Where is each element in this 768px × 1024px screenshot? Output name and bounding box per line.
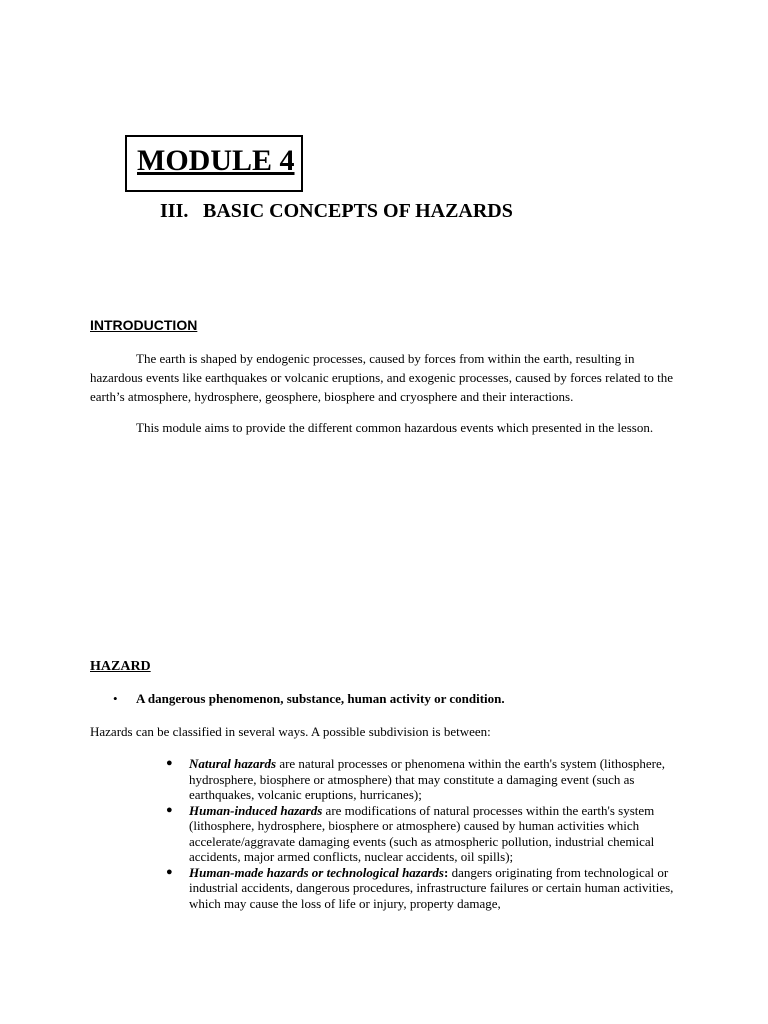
- hazard-definition-text: A dangerous phenomenon, substance, human activity or condition.: [136, 691, 505, 706]
- section-title-text: BASIC CONCEPTS OF HAZARDS: [203, 200, 513, 222]
- classification-intro: Hazards can be classified in several ways. A possible subdivision is between:: [90, 724, 491, 739]
- introduction-paragraph-1: The earth is shaped by endogenic processes, caused by forces from within the earth, resulting in hazardous events like earthquakes or volcanic eruptions, and exogenic processes, caused by forces related to the earth’s atmosphere, hydrosphere, geosphere, biosphere and cryosphere and their interactions.: [90, 351, 673, 404]
- hazard-description: dangers originating from technological or industrial accidents, dangerous procedures, infrastructure failures or certain human activities, which may cause the loss of life or injury, property damage,: [189, 864, 674, 911]
- bullet-icon: ●: [166, 865, 173, 878]
- section-number: III.: [160, 200, 189, 222]
- module-title: MODULE 4: [137, 144, 295, 177]
- hazard-term-suffix: :: [444, 864, 449, 880]
- hazard-definition: [113, 690, 505, 708]
- hazard-term: Human-made hazards or technological hazards: [189, 864, 444, 880]
- list-item-technological-hazards: [166, 865, 686, 912]
- hazard-description: are natural processes or phenomena within the earth's system (lithosphere, hydrosphere, biosphere or atmosphere) that may constitute a damaging event (such as earthquakes, volcanic eruptions, hurricanes);: [189, 756, 666, 802]
- bullet-icon: ●: [166, 757, 173, 769]
- hazard-term: Human-induced hazards: [189, 802, 323, 818]
- introduction-paragraph-2: This module aims to provide the different common hazardous events which presented in the lesson.: [136, 420, 654, 435]
- hazard-heading: HAZARD: [90, 659, 151, 674]
- introduction-heading: INTRODUCTION: [90, 317, 198, 333]
- list-item-natural-hazards: [166, 756, 686, 803]
- hazard-description: are modifications of natural processes within the earth's system (lithosphere, hydrosphere, biosphere or atmosphere) caused by human activities which accelerate/aggravate damaging events (such as atmospheric pollution, industrial chemical accidents, major armed conflicts, nuclear accidents, oil spills);: [189, 802, 655, 864]
- bullet-icon: •: [113, 691, 118, 706]
- hazard-types-list: [166, 756, 686, 911]
- list-item-human-induced-hazards: [166, 803, 686, 865]
- bullet-icon: ●: [166, 803, 173, 816]
- section-title: [160, 198, 513, 224]
- hazard-term: Natural hazards: [189, 756, 277, 771]
